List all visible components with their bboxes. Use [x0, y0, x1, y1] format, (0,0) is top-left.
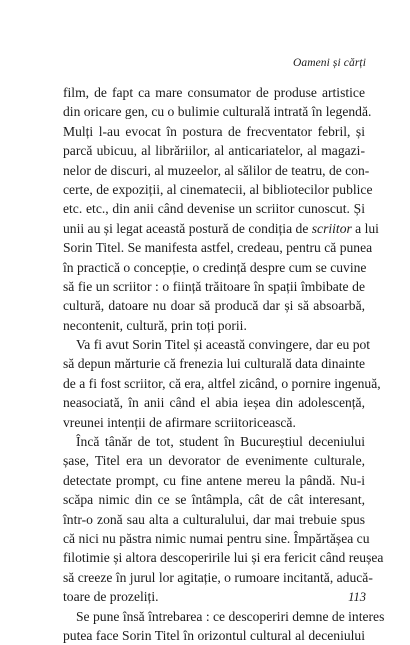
- text-line: neasociată, în anii când el abia ieșea din adolescență,: [63, 395, 365, 411]
- text-line: Se pune însă întrebarea : ce descoperiri demne de interes: [76, 608, 385, 624]
- text-line: parcă ubicuu, al librăriilor, al anticariatelor, al magazi-: [63, 143, 365, 159]
- text-line: Sorin Titel. Se manifesta astfel, credeau, pentru că punea: [63, 240, 373, 256]
- text-line: șase, Titel era un devorator de evenimente culturale,: [63, 453, 365, 469]
- text-line: într-o zonă sau alta a culturalului, dar mai trebuie spus: [63, 511, 365, 527]
- text-line: vreunei intenții de afirmare scriitoricească.: [63, 414, 296, 430]
- text-line: unii au și legat această postură de condiția de scriitor a lui: [63, 220, 379, 236]
- page-number: 113: [348, 590, 366, 604]
- text-line: din oricare gen, cu o bulimie culturală intrată în legendă.: [63, 104, 372, 120]
- text-line: detectate prompt, cu fine antene mereu la pândă. Nu-i: [63, 472, 365, 488]
- running-head: Oameni și cărți: [292, 57, 366, 69]
- text-line: să fie un scriitor : o ființă trăitoare în spații îmbibate de: [63, 278, 365, 294]
- text-line: toare de prozeliți.: [63, 589, 159, 605]
- text-line: în practică o concepție, o credință despre cum se cuvine: [63, 259, 367, 275]
- text-line: putea face Sorin Titel în orizontul cultural al deceniului: [63, 627, 365, 643]
- text-line: scăpa nimic din ce se întâmpla, cât de cât interesant,: [63, 492, 365, 508]
- text-line: de a fi fost scriitor, că era, altfel zicând, o pornire ingenuă,: [63, 375, 381, 391]
- text-line: film, de fapt ca mare consumator de produse artistice: [63, 85, 365, 100]
- text-line: filotimie și altora descoperirile lui și era fericit când reușea: [63, 550, 384, 566]
- text-line: Încă tânăr de tot, student în Bucureștiul deceniului: [76, 434, 365, 450]
- text-line: necontenit, cultură, prin toți porii.: [63, 317, 247, 333]
- text-line: cultură, datoare nu doar să producă dar și să absoarbă,: [63, 298, 365, 314]
- text-line: Mulți l-au evocat în postura de frecventator febril, și: [63, 123, 365, 139]
- text-line: că nici nu păstra nimic numai pentru sine. Împărtășea cu: [63, 530, 370, 546]
- text-line: etc. etc., din anii când devenise un scriitor cunoscut. Și: [63, 201, 365, 217]
- text-line: Va fi avut Sorin Titel și această convingere, dar eu pot: [76, 337, 371, 353]
- text-line: să creeze în jurul lor agitație, o rumoare incitantă, aducă-: [63, 569, 373, 585]
- text-line: certe, de expoziții, al cinematecii, al bibliotecilor publice: [63, 181, 373, 197]
- text-line: să depun mărturie că frenezia lui culturală data dinainte: [63, 356, 365, 372]
- body-text: [63, 83, 385, 645]
- text-line: nelor de discuri, al muzeelor, al sălilor de teatru, de con-: [63, 162, 370, 178]
